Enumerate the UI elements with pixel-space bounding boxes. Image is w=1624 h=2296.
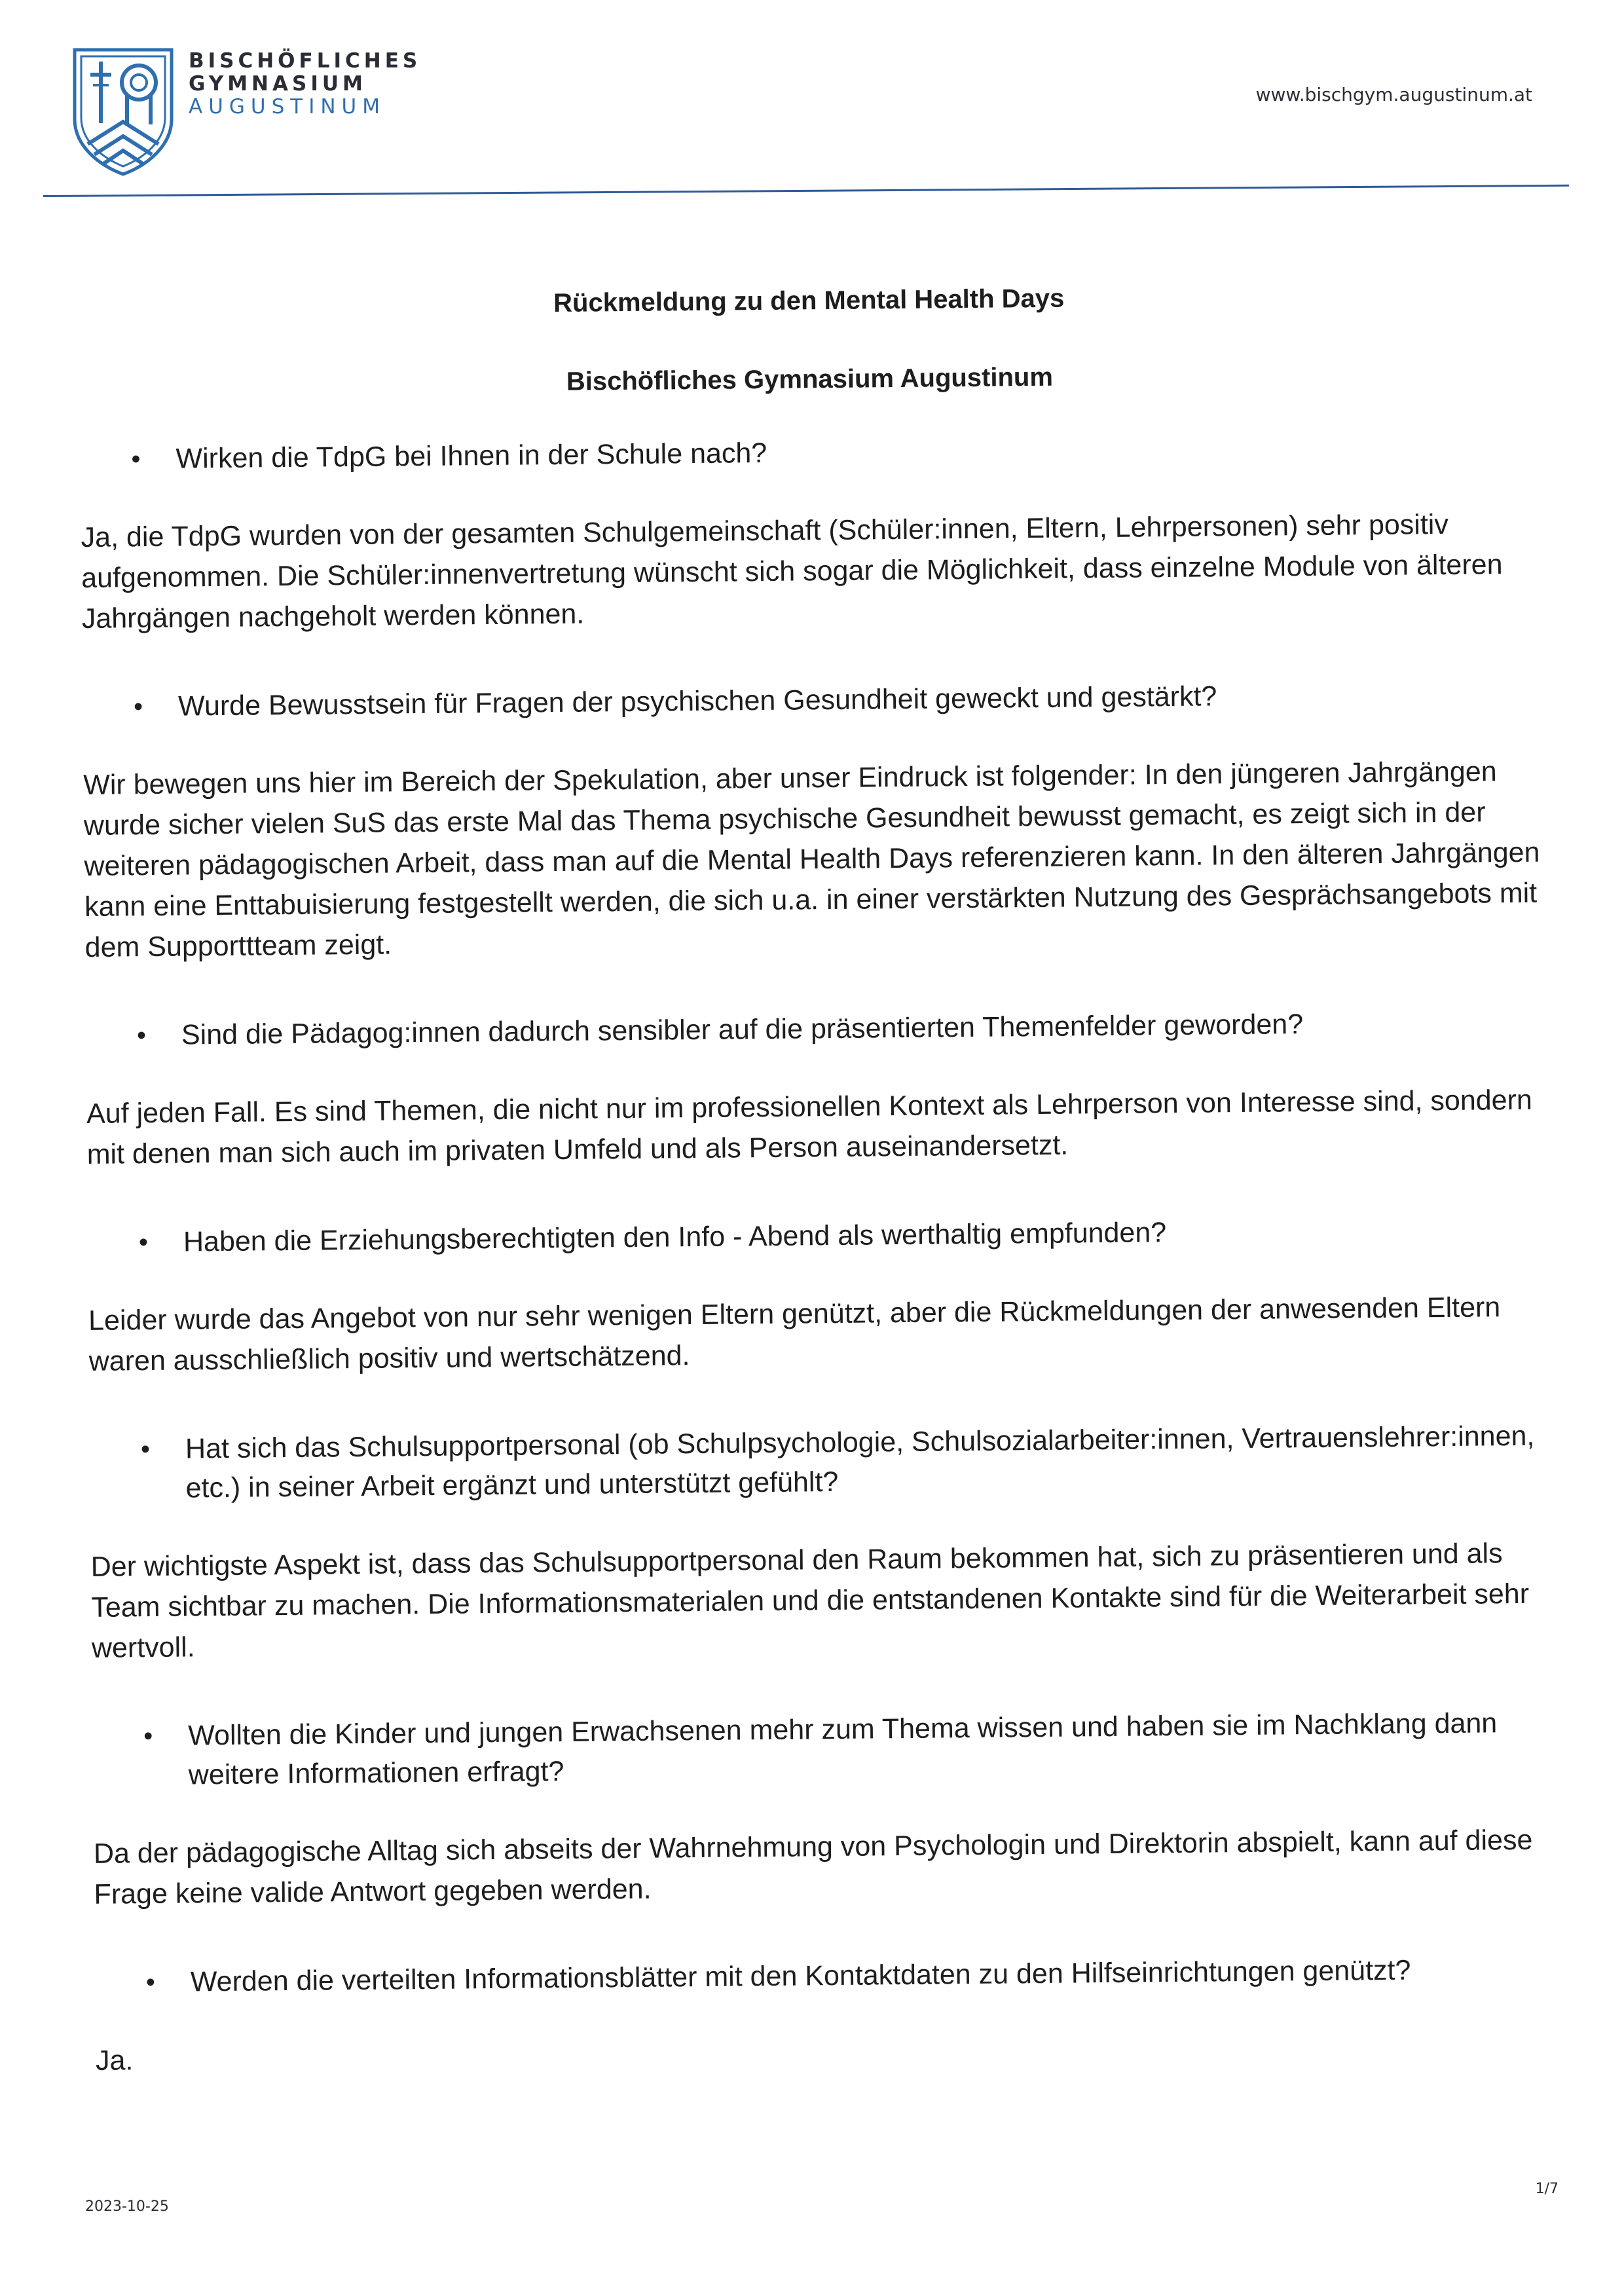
question-6 — [92, 1703, 1553, 1795]
answer-2: Wir bewegen uns hier im Bereich der Spekulation, aber unser Eindruck ist folgender: In den jüngeren Jahrgängen wurde sicher vielen SuS das erste Mal das Thema psychische Gesundheit bewusst gemacht, es zeigt sich in der weiteren pädagogischen Arbeit, dass man auf die Mental Health Days referenzieren kann. In den älteren Jahrgängen kann eine Enttabuisierung festgestellt werden, die sich u.a. in einer verstärkten Nutzung des Gesprächsangebots mit dem Supporttteam zeigt. — [83, 756, 1540, 963]
question-text: Sind die Pädagog:innen dadurch sensibler auf die präsentierten Themenfelder geworden? — [181, 1009, 1304, 1051]
question-4 — [88, 1210, 1548, 1263]
question-text: Werden die verteilten Informationsblätter mit den Kontaktdaten zu den Hilfseinrichtungen genützt? — [190, 1954, 1411, 1998]
answer-3: Auf jeden Fall. Es sind Themen, die nicht nur im professionellen Kontext als Lehrperson von Interesse sind, sondern mit denen man sich auch im privaten Umfeld und als Person auseinandersetzt. — [86, 1084, 1533, 1170]
question-7 — [95, 1949, 1555, 2002]
bullet-icon: • — [138, 1228, 149, 1257]
question-text: Wirken die TdpG bei Ihnen in der Schule nach? — [175, 437, 767, 475]
question-1 — [80, 426, 1540, 479]
bullet-icon: • — [136, 1021, 147, 1050]
answer-7: Ja. — [95, 2045, 134, 2077]
question-text: Wurde Bewusstsein für Fragen der psychischen Gesundheit geweckt und gestärkt? — [177, 680, 1217, 722]
question-text: Wollten die Kinder und jungen Erwachsenen mehr zum Thema wissen und haben sie im Nachklang dann weitere Informationen erfragt? — [187, 1707, 1498, 1791]
website-url: www.bischgym.augustinum.at — [1255, 84, 1532, 105]
school-name — [189, 51, 421, 120]
augustinum-crest-icon — [71, 46, 175, 177]
school-name-line-3: AUGUSTINUM — [189, 95, 386, 119]
answer-4: Leider wurde das Angebot von nur sehr wenigen Eltern genützt, aber die Rückmeldungen der anwesenden Eltern waren ausschließlich positiv und wertschätzend. — [88, 1291, 1501, 1377]
bullet-icon: • — [133, 692, 143, 722]
answer-6: Da der pädagogische Alltag sich abseits der Wahrnehmung von Psychologin und Direktorin abspielt, kann auf diese Frage keine valide Antwort gegeben werden. — [93, 1824, 1533, 1910]
question-5 — [90, 1416, 1551, 1509]
bullet-icon: • — [145, 1967, 156, 1997]
document-title: Rückmeldung zu den Mental Health Days — [553, 284, 1065, 318]
document-body — [79, 274, 1557, 2130]
school-name-line-2: GYMNASIUM — [189, 72, 367, 96]
answer-5: Der wichtigste Aspekt ist, dass das Schulsupportpersonal den Raum bekommen hat, sich zu präsentieren und als Team sichtbar zu machen. Die Informationsmaterialen und die entstandenen Kontakte sind für die Weiterarbeit sehr wertvoll. — [90, 1538, 1530, 1664]
answer-1: Ja, die TdpG wurden von der gesamten Schulgemeinschaft (Schüler:innen, Eltern, Lehrpersonen) sehr positiv aufgenommen. Die Schüler:innenvertretung wünscht sich sogar die Möglichkeit, dass einzelne Module von älteren Jahrgängen nachgeholt werden können. — [81, 508, 1503, 635]
question-3 — [86, 1003, 1546, 1056]
footer-date: 2023-10-25 — [85, 2198, 169, 2215]
page-number: 1/7 — [1535, 2181, 1559, 2197]
question-text: Haben die Erziehungsberechtigten den Info - Abend als werthaltig empfunden? — [183, 1217, 1167, 1258]
bullet-icon: • — [143, 1722, 153, 1751]
question-2 — [83, 674, 1543, 727]
header-divider — [43, 185, 1569, 197]
bullet-icon: • — [140, 1435, 151, 1464]
question-text: Hat sich das Schulsupportpersonal (ob Schulpsychologie, Schulsozialarbeiter:innen, Vertrauenslehrer:innen, etc.) in seiner Arbeit ergänzt und unterstützt gefühlt? — [185, 1420, 1535, 1504]
school-name-line-1: BISCHÖFLICHES — [189, 49, 422, 73]
document-subtitle: Bischöfliches Gymnasium Augustinum — [566, 362, 1054, 396]
bullet-icon: • — [131, 445, 141, 474]
